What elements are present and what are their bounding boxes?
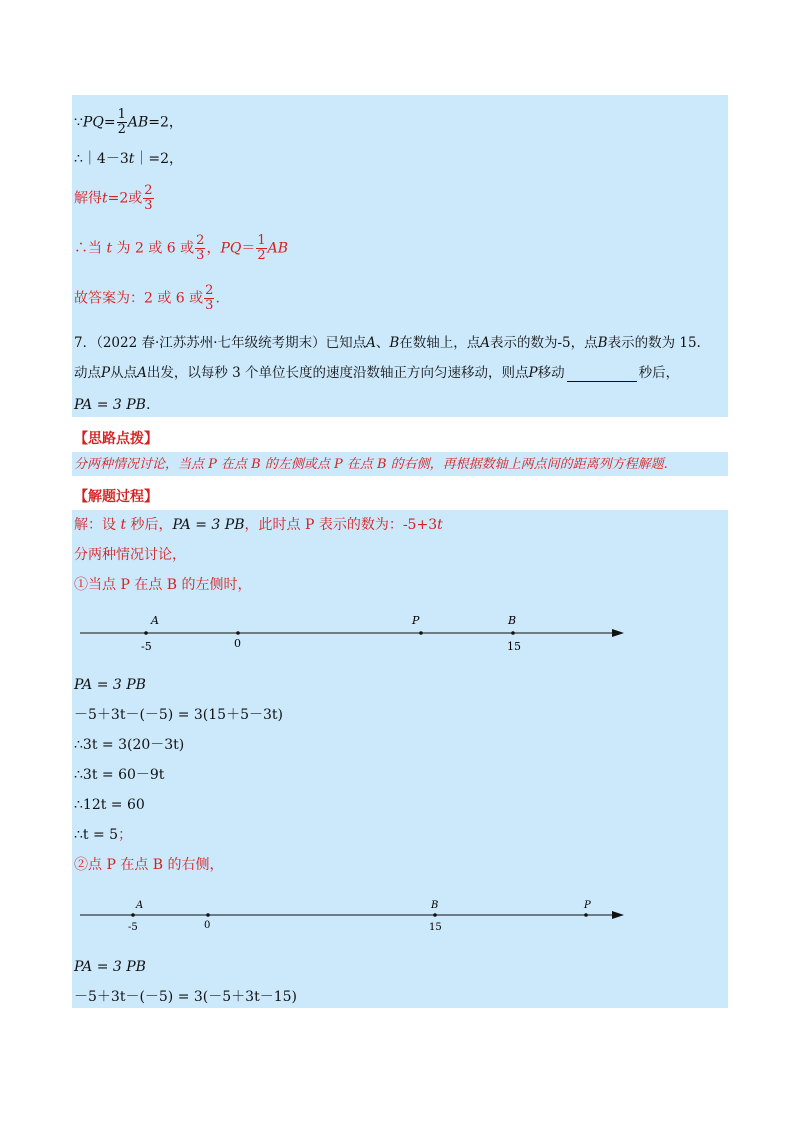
hint-text: 分两种情况讨论，当点 P 在点 B 的左侧或点 P 在点 B 的右侧，再根据数轴上两点间的距离列方程解题. bbox=[74, 457, 668, 472]
eq1-line-3: ∴3t = 3(20－3t) bbox=[74, 737, 185, 753]
label-p: P bbox=[584, 900, 591, 911]
tick-zero: 0 bbox=[204, 920, 211, 931]
answer-blank[interactable] bbox=[567, 367, 637, 382]
eq2-line-2: －5＋3t－(－5) = 3(－5＋3t－15) bbox=[74, 989, 297, 1005]
number-line-1 bbox=[72, 606, 652, 656]
label-b: B bbox=[508, 614, 517, 627]
fraction: $\frac{2}{3}$ bbox=[205, 283, 214, 313]
point-b-dot bbox=[433, 913, 437, 917]
axis-arrow-icon bbox=[612, 629, 624, 637]
case-2-label: ②点 P 在点 B 的右侧， bbox=[74, 857, 224, 873]
answer-line-3: 解得t=2或 $\frac{2}{3}$ bbox=[74, 183, 153, 213]
hint-title: 【思路点拨】 bbox=[74, 431, 158, 447]
fraction: $\frac{1}{2}$ bbox=[257, 233, 266, 263]
eq1-line-4: ∴3t = 60－9t bbox=[74, 767, 165, 783]
eq1-line-1: PA = 3 PB bbox=[74, 677, 146, 693]
point-p-dot bbox=[419, 631, 423, 635]
fraction: $\frac{2}{3}$ bbox=[144, 183, 153, 213]
tick-zero: 0 bbox=[234, 637, 241, 650]
label-a: A bbox=[151, 614, 159, 627]
axis-arrow-icon bbox=[612, 911, 624, 919]
point-a-dot bbox=[131, 913, 135, 917]
point-a-dot bbox=[144, 631, 148, 635]
eq1-line-5: ∴12t = 60 bbox=[74, 797, 145, 813]
fraction: $\frac{1}{2}$ bbox=[117, 107, 126, 137]
answer-line-2: ∴｜4－3t｜=2， bbox=[74, 151, 184, 167]
tick-minus-5: -5 bbox=[128, 922, 138, 933]
point-p-dot bbox=[584, 913, 588, 917]
number-line-2 bbox=[72, 892, 652, 940]
eq1-line-2: －5＋3t－(－5) = 3(15＋5－3t) bbox=[74, 707, 283, 723]
point-b-dot bbox=[511, 631, 515, 635]
question-line-3: PA = 3 PB. bbox=[74, 397, 151, 413]
answer-line-4: ∴当 t 为 2 或 6 或 $\frac{2}{3}$ ，PQ＝ $\frac{1}{2}$ AB bbox=[74, 233, 289, 263]
eq2-line-1: PA = 3 PB bbox=[74, 959, 146, 975]
fraction: $\frac{2}{3}$ bbox=[196, 233, 205, 263]
solution-title: 【解题过程】 bbox=[74, 489, 158, 505]
label-b: B bbox=[431, 900, 439, 911]
point-zero-dot bbox=[236, 631, 240, 635]
point-zero-dot bbox=[206, 913, 210, 917]
case-1-label: ①当点 P 在点 B 的左侧时， bbox=[74, 577, 252, 593]
eq1-line-6: ∴t = 5； bbox=[74, 827, 133, 843]
label-p: P bbox=[412, 614, 420, 627]
question-line-1: 7．（2022 春·江苏苏州·七年级统考期末）已知点A、B在数轴上，点A表示的数为-5，点B表示的数为 15. bbox=[74, 335, 701, 351]
tick-15: 15 bbox=[507, 640, 521, 653]
tick-15: 15 bbox=[429, 922, 442, 933]
answer-line-5: 故答案为：2 或 6 或 $\frac{2}{3}$ . bbox=[74, 283, 220, 313]
solution-line-2: 分两种情况讨论， bbox=[74, 547, 186, 563]
answer-line-1: ∵PQ= $\frac{1}{2}$ AB=2， bbox=[74, 107, 183, 137]
question-line-2: 动点P从点A出发，以每秒 3 个单位长度的速度沿数轴正方向匀速移动，则点P移动 秒后， bbox=[74, 365, 680, 381]
solution-line-1: 解：设 t 秒后，PA = 3 PB，此时点 P 表示的数为：-5+3t bbox=[74, 517, 443, 533]
tick-minus-5: -5 bbox=[141, 640, 152, 653]
label-a: A bbox=[136, 900, 144, 911]
